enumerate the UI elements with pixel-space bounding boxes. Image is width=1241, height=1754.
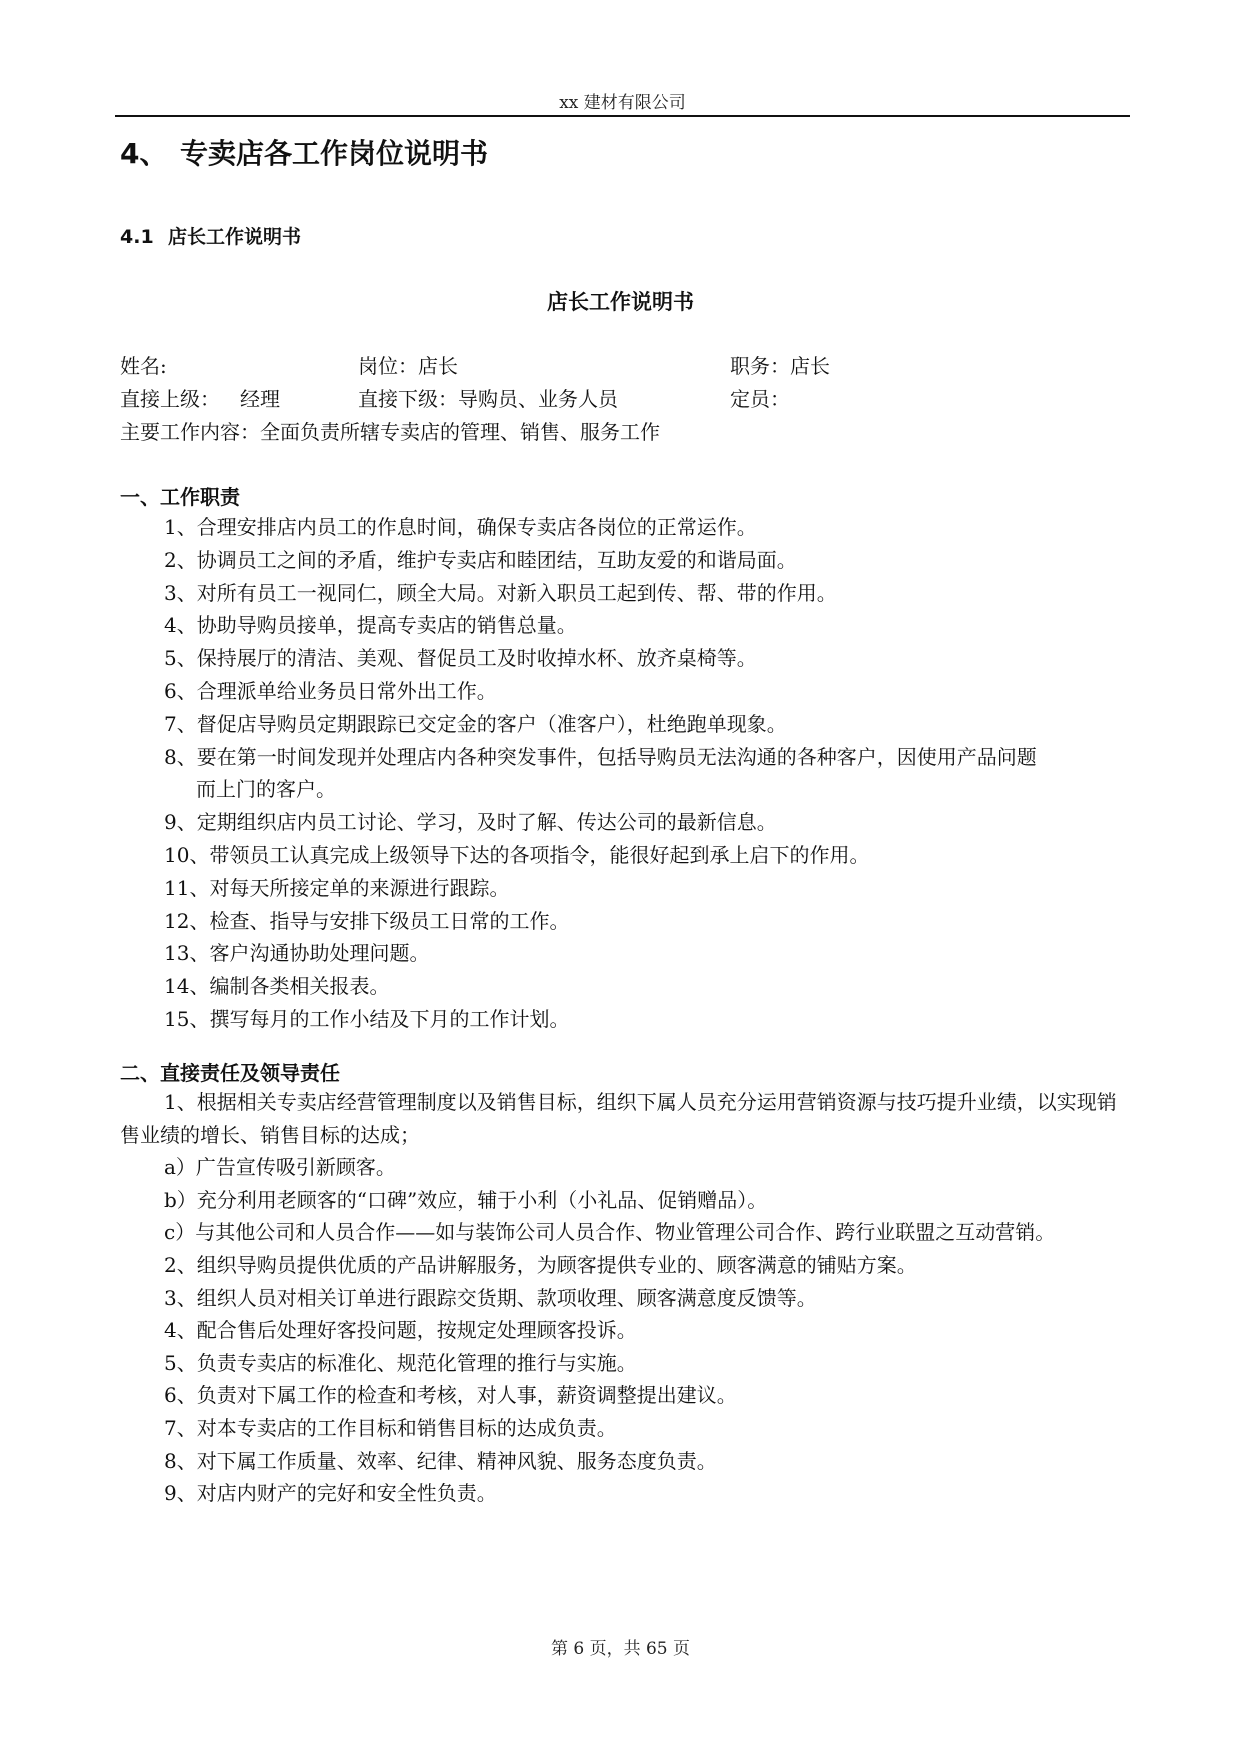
subsection-title: [120, 222, 301, 249]
responsibility-heading: 二、直接责任及领导责任: [120, 1061, 340, 1085]
list-item: 2、组织导购员提供优质的产品讲解服务，为顾客提供专业的、顾客满意的铺贴方案。: [164, 1252, 917, 1277]
list-item: 7、督促店导购员定期跟踪已交定金的客户（准客户），杜绝跑单现象。: [164, 711, 787, 736]
main-work-text: 主要工作内容：全面负责所辖专卖店的管理、销售、服务工作: [120, 420, 660, 444]
list-item: 2、协调员工之间的矛盾，维护专卖店和睦团结，互助友爱的和谐局面。: [164, 547, 797, 572]
list-item: 4、配合售后处理好客投问题，按规定处理顾客投诉。: [164, 1318, 637, 1343]
page-footer: 第 6 页，共 65 页: [550, 1639, 691, 1659]
list-item: 12、检查、指导与安排下级员工日常的工作。: [164, 908, 570, 933]
list-item: 3、对所有员工一视同仁，顾全大局。对新入职员工起到传、帮、带的作用。: [164, 580, 837, 605]
list-item: 14、编制各类相关报表。: [164, 974, 390, 999]
subordinate-label: 直接下级：导购员、业务人员: [358, 387, 618, 411]
subsection-number: 4.1: [120, 226, 154, 248]
list-item: 6、合理派单给业务员日常外出工作。: [164, 678, 497, 703]
list-item: 15、撰写每月的工作小结及下月的工作计划。: [164, 1006, 570, 1031]
name-label: 姓名:: [120, 354, 167, 378]
list-item: 3、组织人员对相关订单进行跟踪交货期、款项收理、顾客满意度反馈等。: [164, 1285, 817, 1310]
list-item: 6、负责对下属工作的检查和考核，对人事，薪资调整提出建议。: [164, 1383, 737, 1408]
post-label: 岗位：店长: [358, 354, 458, 378]
list-item: [164, 741, 1130, 807]
list-item-continuation: 而上门的客户。: [196, 777, 336, 802]
list-item: 8、对下属工作质量、效率、纪律、精神风貌、服务态度负责。: [164, 1448, 717, 1473]
document-title: 店长工作说明书: [547, 290, 694, 314]
duties-heading: 一、工作职责: [120, 485, 240, 509]
quota-label: 定员：: [730, 387, 790, 411]
list-item: 5、保持展厅的清洁、美观、督促员工及时收掉水杯、放齐桌椅等。: [164, 646, 757, 671]
list-item: 7、对本专卖店的工作目标和销售目标的达成负责。: [164, 1415, 617, 1440]
page-header: xx 建材有限公司: [559, 93, 686, 113]
list-item: 11、对每天所接定单的来源进行跟踪。: [164, 875, 510, 900]
list-item: 1、合理安排店内员工的作息时间，确保专卖店各岗位的正常运作。: [164, 515, 757, 539]
list-item: 5、负责专卖店的标准化、规范化管理的推行与实施。: [164, 1350, 637, 1375]
list-item: 4、协助导购员接单，提高专卖店的销售总量。: [164, 613, 577, 638]
list-item-text: 8、要在第一时间发现并处理店内各种突发事件，包括导购员无法沟通的各种客户，因使用产品问题: [164, 744, 1037, 769]
superior-value: 经理: [240, 387, 280, 411]
section-title: [120, 132, 488, 172]
list-item: 9、对店内财产的完好和安全性负责。: [164, 1481, 497, 1506]
list-item: 9、定期组织店内员工讨论、学习，及时了解、传达公司的最新信息。: [164, 810, 777, 835]
section-number: 4、: [120, 137, 168, 170]
list-item: 1、根据相关专卖店经营管理制度以及销售目标，组织下属人员充分运用营销资源与技巧提升业绩，以实现销售业绩的增长、销售目标的达成；: [120, 1090, 1117, 1147]
list-item: 10、带领员工认真完成上级领导下达的各项指令，能很好起到承上启下的作用。: [164, 842, 870, 867]
responsibility-list: [120, 1086, 1130, 1510]
list-item: 13、客户沟通协助处理问题。: [164, 941, 430, 966]
position-label: 职务：店长: [730, 354, 830, 378]
list-item: b）充分利用老顾客的“口碑”效应，辅于小利（小礼品、促销赠品）。: [164, 1187, 768, 1212]
header-rule: [115, 115, 1130, 117]
list-item: c）与其他公司和人员合作——如与装饰公司人员合作、物业管理公司合作、跨行业联盟之互动营销。: [164, 1220, 1056, 1245]
duties-list: [164, 511, 1130, 1036]
superior-label: 直接上级：: [120, 387, 220, 411]
list-item: a）广告宣传吸引新顾客。: [164, 1155, 396, 1180]
subsection-title-text: 店长工作说明书: [168, 226, 302, 248]
section-title-text: 专卖店各工作岗位说明书: [180, 137, 489, 170]
